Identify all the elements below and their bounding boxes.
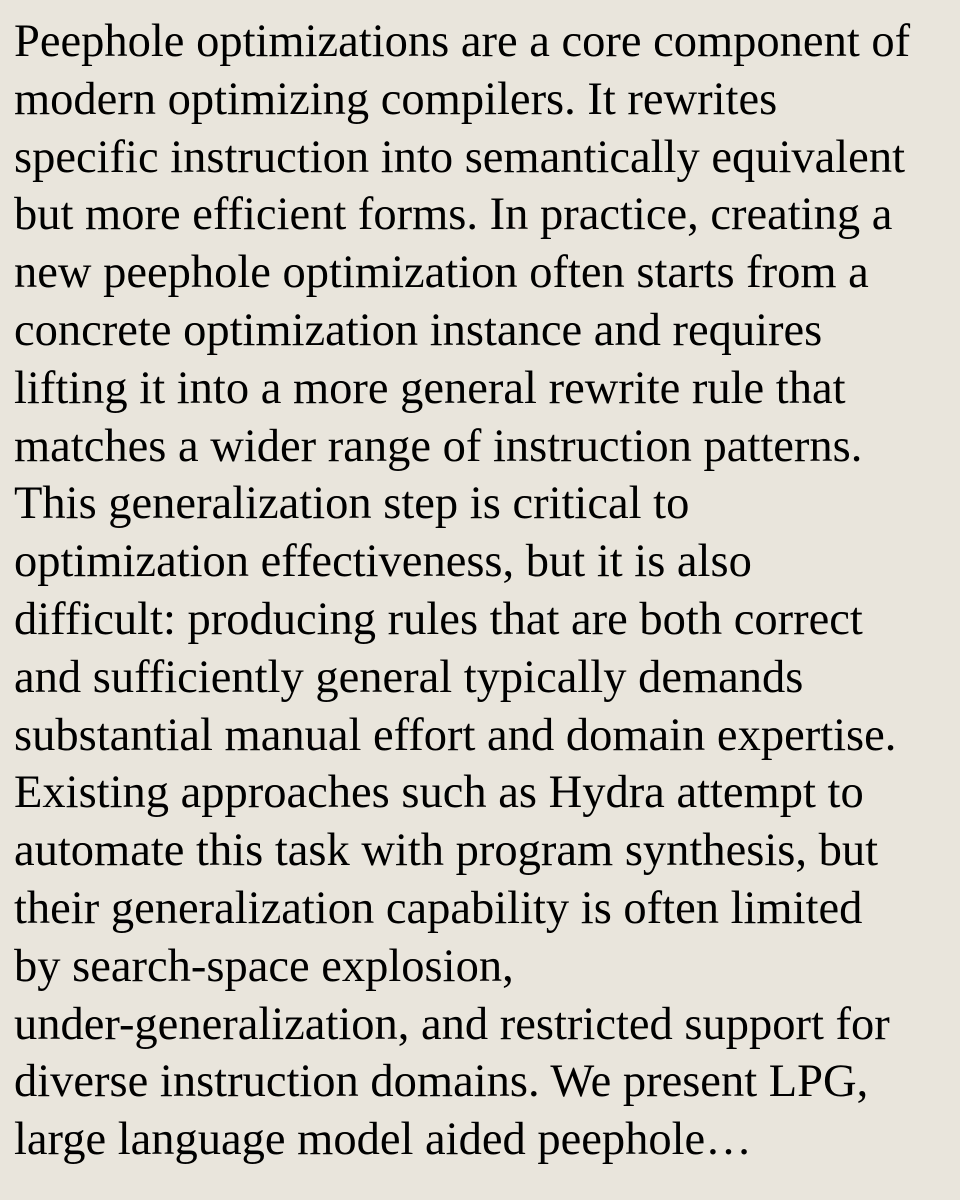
abstract-text <box>14 13 910 1169</box>
text-line: but more efficient forms. In practice, creating a <box>14 189 893 241</box>
text-line: large language model aided peephole… <box>14 1114 752 1166</box>
text-line: under-generalization, and restricted support for <box>14 998 890 1050</box>
text-line: automate this task with program synthesis, but <box>14 825 879 877</box>
text-line: matches a wider range of instruction patterns. <box>14 420 863 472</box>
text-line: specific instruction into semantically equivalent <box>14 131 905 183</box>
text-line: lifting it into a more general rewrite rule that <box>14 362 846 414</box>
text-line: diverse instruction domains. We present LPG, <box>14 1056 869 1108</box>
text-line: modern optimizing compilers. It rewrites <box>14 73 778 125</box>
text-line: concrete optimization instance and requires <box>14 304 823 356</box>
text-line: and sufficiently general typically demands <box>14 651 804 703</box>
text-line: difficult: producing rules that are both correct <box>14 593 863 645</box>
text-line: their generalization capability is often limited <box>14 882 863 934</box>
text-line: optimization effectiveness, but it is also <box>14 536 752 588</box>
text-line: This generalization step is critical to <box>14 478 690 530</box>
text-line: new peephole optimization often starts from a <box>14 247 869 299</box>
text-line: Existing approaches such as Hydra attempt to <box>14 767 864 819</box>
text-line: by search-space explosion, <box>14 940 514 992</box>
text-line: Peephole optimizations are a core component of <box>14 16 911 67</box>
text-line: substantial manual effort and domain expertise. <box>14 709 897 761</box>
